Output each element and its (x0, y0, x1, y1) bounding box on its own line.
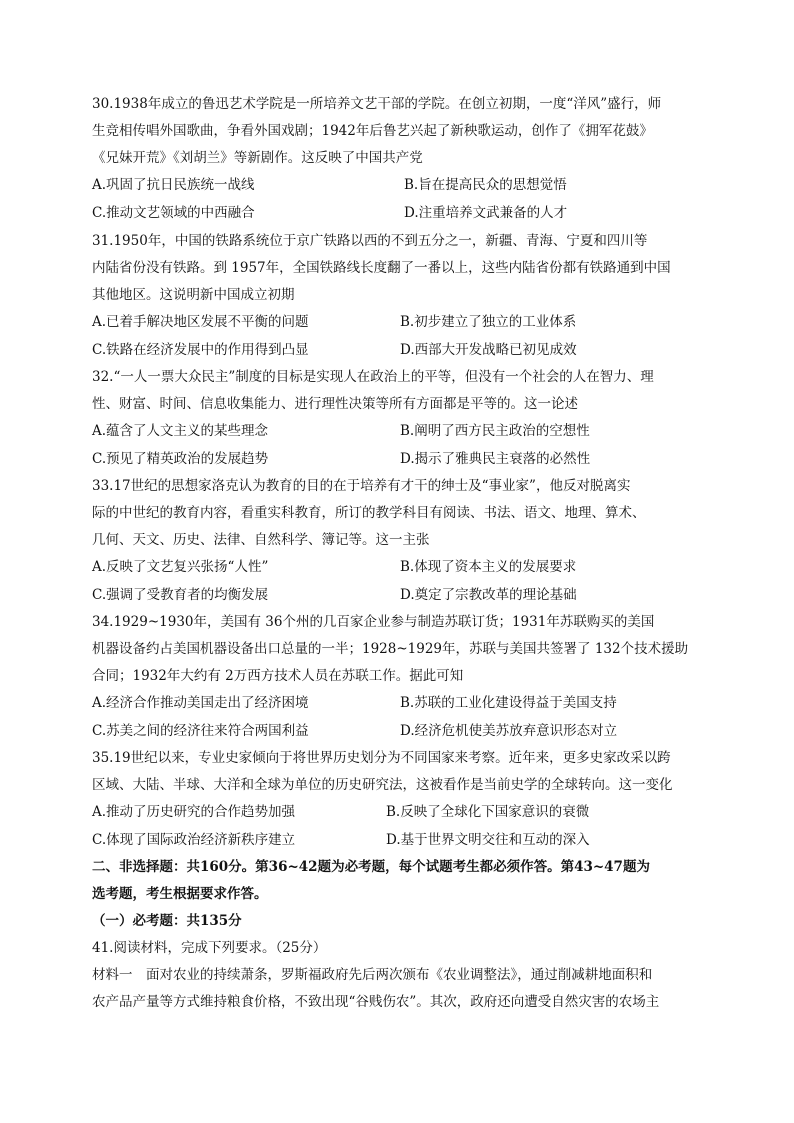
q31-option-a: A.已着手解决地区发展不平衡的问题 (92, 314, 309, 330)
q31-stem-line-2: 内陆省份没有铁路。到 1957年，全国铁路线长度翻了一番以上，这些内陆省份都有铁路通到中国 (92, 260, 671, 276)
q32-option-a: A.蕴含了人文主义的某些理念 (92, 423, 269, 439)
q30-stem-line-2: 生竞相传唱外国歌曲，争看外国戏剧；1942年后鲁艺兴起了新秧歌运动，创作了《拥军花鼓》 (92, 123, 653, 139)
q34-option-c: C.苏美之间的经济往来符合两国利益 (92, 723, 309, 739)
q31-option-b: B.初步建立了独立的工业体系 (400, 314, 577, 330)
q35-option-c: C.体现了国际政治经济新秩序建立 (92, 832, 296, 848)
q34-stem-line-2: 机器设备约占美国机器设备出口总量的一半；1928~1929年，苏联与美国共签署了 132个技术援助 (92, 641, 689, 657)
q30-stem-line-3: 《兄妹开荒》《刘胡兰》等新剧作。这反映了中国共产党 (92, 150, 423, 166)
q35-stem-line-1: 35.19世纪以来，专业史家倾向于将世界历史划分为不同国家来考察。近年来，更多史家改采以跨 (92, 750, 671, 766)
q33-option-c: C.强调了受教育者的均衡发展 (92, 587, 269, 603)
q33-stem-line-2: 际的中世纪的教育内容，看重实科教育，所订的教学科目有阅读、书法、语文、地理、算术、 (92, 505, 646, 521)
q33-option-b: B.体现了资本主义的发展要求 (400, 559, 577, 575)
q30-stem-line-1: 30.1938年成立的鲁迅艺术学院是一所培养文艺干部的学院。在创立初期，一度“洋风”盛行，师 (92, 96, 662, 112)
q35-option-a: A.推动了历史研究的合作趋势加强 (92, 804, 296, 820)
section2-header-line-1: 二、非选择题：共160分。第36~42题为必考题，每个试题考生都必须作答。第43~47题为 (92, 859, 650, 875)
q34-stem-line-3: 合同；1932年大约有 2万西方技术人员在苏联工作。据此可知 (92, 668, 464, 684)
q31-option-d: D.西部大开发战略已初见成效 (400, 342, 577, 358)
q32-option-d: D.揭示了雅典民主衰落的必然性 (400, 451, 591, 467)
q41-material-line-2: 农产品产量等方式维持粮食价格，不致出现“谷贱伤农”。其次，政府还向遭受自然灾害的农场主 (92, 994, 660, 1010)
q34-option-a: A.经济合作推动美国走出了经济困境 (92, 695, 309, 711)
q30-option-a: A.巩固了抗日民族统一战线 (92, 177, 255, 193)
q34-stem-line-1: 34.1929~1930年，美国有 36个州的几百家企业参与制造苏联订货；1931年苏联购买的美国 (92, 614, 655, 630)
q35-stem-line-2: 区域、大陆、半球、大洋和全球为单位的历史研究法，这被看作是当前史学的全球转向。这一变化 (92, 777, 673, 793)
section2-header-line-2: 选考题，考生根据要求作答。 (92, 886, 268, 902)
q41-material-line-1: 材料一 面对农业的持续萧条，罗斯福政府先后两次颁布《农业调整法》，通过削减耕地面积和 (92, 967, 653, 983)
q33-option-d: D.奠定了宗教改革的理论基础 (400, 587, 577, 603)
q31-option-c: C.铁路在经济发展中的作用得到凸显 (92, 342, 309, 358)
q33-stem-line-1: 33.17世纪的思想家洛克认为教育的目的在于培养有才干的绅士及“事业家”，他反对脱离实 (92, 478, 631, 494)
q32-option-c: C.预见了精英政治的发展趋势 (92, 451, 269, 467)
q34-option-d: D.经济危机使美苏放弃意识形态对立 (400, 723, 618, 739)
q34-option-b: B.苏联的工业化建设得益于美国支持 (400, 695, 617, 711)
q31-stem-line-1: 31.1950年，中国的铁路系统位于京广铁路以西的不到五分之一，新疆、青海、宁夏和四川等 (92, 233, 648, 249)
q33-stem-line-3: 几何、天文、历史、法律、自然科学、簿记等。这一主张 (92, 532, 430, 548)
q41-title: 41.阅读材料，完成下列要求。（25分） (92, 940, 327, 956)
q32-option-b: B.阐明了西方民主政治的空想性 (400, 423, 590, 439)
q35-option-d: D.基于世界文明交往和互动的深入 (386, 832, 590, 848)
q30-option-c: C.推动文艺领域的中西融合 (92, 205, 255, 221)
section2-subheader: （一）必考题：共135分 (92, 913, 242, 929)
q33-option-a: A.反映了文艺复兴张扬“人性” (92, 559, 269, 575)
q35-option-b: B.反映了全球化下国家意识的衰微 (386, 804, 590, 820)
q31-stem-line-3: 其他地区。这说明新中国成立初期 (92, 287, 295, 303)
q32-stem-line-1: 32.“一人一票大众民主”制度的目标是实现人在政治上的平等，但没有一个社会的人在智力、理 (92, 369, 654, 385)
q30-option-d: D.注重培养文武兼备的人才 (404, 205, 568, 221)
q30-option-b: B.旨在提高民众的思想觉悟 (404, 177, 567, 193)
q32-stem-line-2: 性、财富、时间、信息收集能力、进行理性决策等所有方面都是平等的。这一论述 (92, 396, 578, 412)
